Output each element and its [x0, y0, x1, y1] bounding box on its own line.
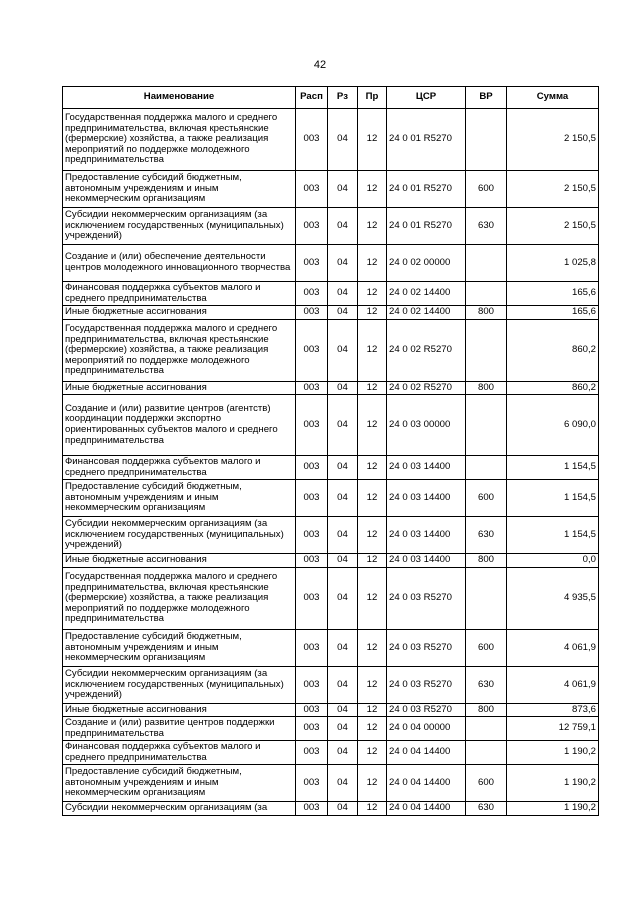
row-sum: 873,6: [507, 704, 599, 717]
row-name: Создание и (или) обеспечение деятельности центров молодежного инновационного творчества: [63, 245, 296, 282]
row-name: Иные бюджетные ассигнования: [63, 382, 296, 395]
table-row: [63, 382, 599, 395]
row-vr: 630: [466, 208, 507, 245]
row-rasp: 003: [296, 456, 328, 480]
row-vr: 630: [466, 667, 507, 704]
header-name: Наименование: [63, 87, 296, 109]
row-pr: 12: [358, 554, 387, 568]
row-sum: 165,6: [507, 306, 599, 320]
row-rz: 04: [328, 306, 358, 320]
row-vr: 800: [466, 704, 507, 717]
row-rasp: 003: [296, 208, 328, 245]
page-number: 42: [313, 59, 327, 71]
table-row: [63, 630, 599, 667]
row-name: Субсидии некоммерческим организациям (за исключением государственных (муниципальных) учреждений): [63, 517, 296, 554]
row-csr: 24 0 02 00000: [387, 245, 466, 282]
row-csr: 24 0 03 14400: [387, 480, 466, 517]
row-sum: 1 190,2: [507, 802, 599, 816]
row-name: Создание и (или) развитие центров (агентств) координации поддержки экспортно ориентированных субъектов малого и среднего предпринимательства: [63, 395, 296, 456]
row-rz: 04: [328, 802, 358, 816]
row-rz: 04: [328, 282, 358, 306]
row-rasp: 003: [296, 667, 328, 704]
table-row: [63, 306, 599, 320]
table-row: [63, 109, 599, 171]
row-csr: 24 0 03 14400: [387, 517, 466, 554]
row-vr: 800: [466, 382, 507, 395]
row-name: Государственная поддержка малого и среднего предпринимательства, включая крестьянские (фермерские) хозяйства, а также реализация мероприятий по поддержке молодежного предпринимательства: [63, 568, 296, 630]
row-name: Субсидии некоммерческим организациям (за исключением государственных (муниципальных) учреждений): [63, 667, 296, 704]
row-rasp: 003: [296, 282, 328, 306]
row-rasp: 003: [296, 171, 328, 208]
row-sum: 1 025,8: [507, 245, 599, 282]
row-csr: 24 0 03 00000: [387, 395, 466, 456]
row-sum: 1 190,2: [507, 741, 599, 765]
row-name: Субсидии некоммерческим организациям (за: [63, 802, 296, 816]
row-csr: 24 0 04 14400: [387, 741, 466, 765]
row-rasp: 003: [296, 765, 328, 802]
row-sum: 165,6: [507, 282, 599, 306]
table-row: [63, 765, 599, 802]
row-vr: 600: [466, 171, 507, 208]
row-vr: 800: [466, 306, 507, 320]
row-sum: 860,2: [507, 382, 599, 395]
row-csr: 24 0 03 R5270: [387, 630, 466, 667]
row-rasp: 003: [296, 554, 328, 568]
row-name: Предоставление субсидий бюджетным, автономным учреждениям и иным некоммерческим организациям: [63, 630, 296, 667]
table-row: [63, 245, 599, 282]
row-csr: 24 0 04 14400: [387, 765, 466, 802]
table-row: [63, 282, 599, 306]
row-sum: 12 759,1: [507, 717, 599, 741]
row-csr: 24 0 02 14400: [387, 306, 466, 320]
row-name: Финансовая поддержка субъектов малого и среднего предпринимательства: [63, 456, 296, 480]
row-rz: 04: [328, 480, 358, 517]
row-csr: 24 0 03 14400: [387, 554, 466, 568]
row-rz: 04: [328, 741, 358, 765]
row-rasp: 003: [296, 395, 328, 456]
row-pr: 12: [358, 171, 387, 208]
row-vr: [466, 456, 507, 480]
row-vr: [466, 717, 507, 741]
row-sum: 1 154,5: [507, 480, 599, 517]
row-sum: 4 061,9: [507, 630, 599, 667]
row-vr: [466, 282, 507, 306]
row-rz: 04: [328, 395, 358, 456]
row-pr: 12: [358, 568, 387, 630]
row-rz: 04: [328, 765, 358, 802]
row-rasp: 003: [296, 741, 328, 765]
row-name: Иные бюджетные ассигнования: [63, 704, 296, 717]
row-vr: 600: [466, 480, 507, 517]
row-csr: 24 0 04 00000: [387, 717, 466, 741]
row-pr: 12: [358, 741, 387, 765]
table-row: [63, 741, 599, 765]
row-name: Создание и (или) развитие центров поддержки предпринимательства: [63, 717, 296, 741]
table-row: [63, 568, 599, 630]
row-rasp: 003: [296, 109, 328, 171]
row-rz: 04: [328, 320, 358, 382]
row-rz: 04: [328, 554, 358, 568]
header-rasp: Расп: [296, 87, 328, 109]
row-csr: 24 0 03 R5270: [387, 667, 466, 704]
row-rz: 04: [328, 568, 358, 630]
row-vr: 600: [466, 630, 507, 667]
row-sum: 2 150,5: [507, 171, 599, 208]
row-pr: 12: [358, 667, 387, 704]
row-pr: 12: [358, 208, 387, 245]
row-csr: 24 0 02 14400: [387, 282, 466, 306]
table-row: [63, 802, 599, 816]
header-rz: Рз: [328, 87, 358, 109]
row-rz: 04: [328, 109, 358, 171]
header-sum: Сумма: [507, 87, 599, 109]
header-vr: ВР: [466, 87, 507, 109]
row-vr: 630: [466, 517, 507, 554]
row-pr: 12: [358, 320, 387, 382]
row-sum: 1 154,5: [507, 517, 599, 554]
row-name: Финансовая поддержка субъектов малого и среднего предпринимательства: [63, 282, 296, 306]
row-name: Иные бюджетные ассигнования: [63, 306, 296, 320]
row-name: Финансовая поддержка субъектов малого и среднего предпринимательства: [63, 741, 296, 765]
row-csr: 24 0 03 R5270: [387, 568, 466, 630]
row-pr: 12: [358, 717, 387, 741]
row-pr: 12: [358, 456, 387, 480]
row-sum: 2 150,5: [507, 208, 599, 245]
table-row: [63, 517, 599, 554]
row-pr: 12: [358, 704, 387, 717]
row-rz: 04: [328, 517, 358, 554]
row-pr: 12: [358, 282, 387, 306]
row-csr: 24 0 03 R5270: [387, 704, 466, 717]
row-pr: 12: [358, 395, 387, 456]
row-pr: 12: [358, 480, 387, 517]
row-sum: 4 935,5: [507, 568, 599, 630]
row-rasp: 003: [296, 517, 328, 554]
table-row: [63, 480, 599, 517]
row-sum: 0,0: [507, 554, 599, 568]
row-vr: [466, 109, 507, 171]
row-sum: 2 150,5: [507, 109, 599, 171]
header-pr: Пр: [358, 87, 387, 109]
row-name: Иные бюджетные ассигнования: [63, 554, 296, 568]
table-row: [63, 320, 599, 382]
row-rz: 04: [328, 717, 358, 741]
row-pr: 12: [358, 109, 387, 171]
row-pr: 12: [358, 765, 387, 802]
row-rasp: 003: [296, 704, 328, 717]
row-rasp: 003: [296, 568, 328, 630]
row-sum: 4 061,9: [507, 667, 599, 704]
row-rz: 04: [328, 704, 358, 717]
row-csr: 24 0 01 R5270: [387, 208, 466, 245]
row-pr: 12: [358, 630, 387, 667]
row-name: Предоставление субсидий бюджетным, автономным учреждениям и иным некоммерческим организациям: [63, 765, 296, 802]
row-rz: 04: [328, 667, 358, 704]
row-name: Предоставление субсидий бюджетным, автономным учреждениям и иным некоммерческим организациям: [63, 171, 296, 208]
row-pr: 12: [358, 382, 387, 395]
row-csr: 24 0 03 14400: [387, 456, 466, 480]
row-name: Государственная поддержка малого и среднего предпринимательства, включая крестьянские (фермерские) хозяйства, а также реализация мероприятий по поддержке молодежного предпринимательства: [63, 109, 296, 171]
row-vr: [466, 741, 507, 765]
row-csr: 24 0 01 R5270: [387, 171, 466, 208]
row-vr: [466, 245, 507, 282]
row-name: Предоставление субсидий бюджетным, автономным учреждениям и иным некоммерческим организациям: [63, 480, 296, 517]
table-row: [63, 554, 599, 568]
row-name: Субсидии некоммерческим организациям (за исключением государственных (муниципальных) учреждений): [63, 208, 296, 245]
table-body: [63, 109, 599, 816]
row-rasp: 003: [296, 802, 328, 816]
row-rasp: 003: [296, 320, 328, 382]
row-rz: 04: [328, 245, 358, 282]
row-csr: 24 0 01 R5270: [387, 109, 466, 171]
row-rasp: 003: [296, 717, 328, 741]
header-csr: ЦСР: [387, 87, 466, 109]
table-row: [63, 395, 599, 456]
table-row: [63, 208, 599, 245]
row-vr: 600: [466, 765, 507, 802]
row-rasp: 003: [296, 480, 328, 517]
row-rasp: 003: [296, 630, 328, 667]
table-row: [63, 456, 599, 480]
row-rasp: 003: [296, 382, 328, 395]
row-vr: [466, 568, 507, 630]
row-name: Государственная поддержка малого и среднего предпринимательства, включая крестьянские (фермерские) хозяйства, а также реализация мероприятий по поддержке молодежного предпринимательства: [63, 320, 296, 382]
row-sum: 860,2: [507, 320, 599, 382]
row-rz: 04: [328, 456, 358, 480]
row-vr: 630: [466, 802, 507, 816]
table-row: [63, 717, 599, 741]
row-pr: 12: [358, 517, 387, 554]
table-row: [63, 704, 599, 717]
row-rasp: 003: [296, 245, 328, 282]
row-pr: 12: [358, 306, 387, 320]
row-csr: 24 0 02 R5270: [387, 382, 466, 395]
row-vr: 800: [466, 554, 507, 568]
row-pr: 12: [358, 802, 387, 816]
table-row: [63, 667, 599, 704]
budget-table: [62, 86, 599, 816]
row-pr: 12: [358, 245, 387, 282]
row-sum: 1 190,2: [507, 765, 599, 802]
row-sum: 1 154,5: [507, 456, 599, 480]
row-rz: 04: [328, 208, 358, 245]
row-csr: 24 0 02 R5270: [387, 320, 466, 382]
row-rz: 04: [328, 171, 358, 208]
row-sum: 6 090,0: [507, 395, 599, 456]
row-rasp: 003: [296, 306, 328, 320]
table-header-row: [63, 87, 599, 109]
row-vr: [466, 395, 507, 456]
row-vr: [466, 320, 507, 382]
table-row: [63, 171, 599, 208]
row-rz: 04: [328, 630, 358, 667]
row-csr: 24 0 04 14400: [387, 802, 466, 816]
row-rz: 04: [328, 382, 358, 395]
